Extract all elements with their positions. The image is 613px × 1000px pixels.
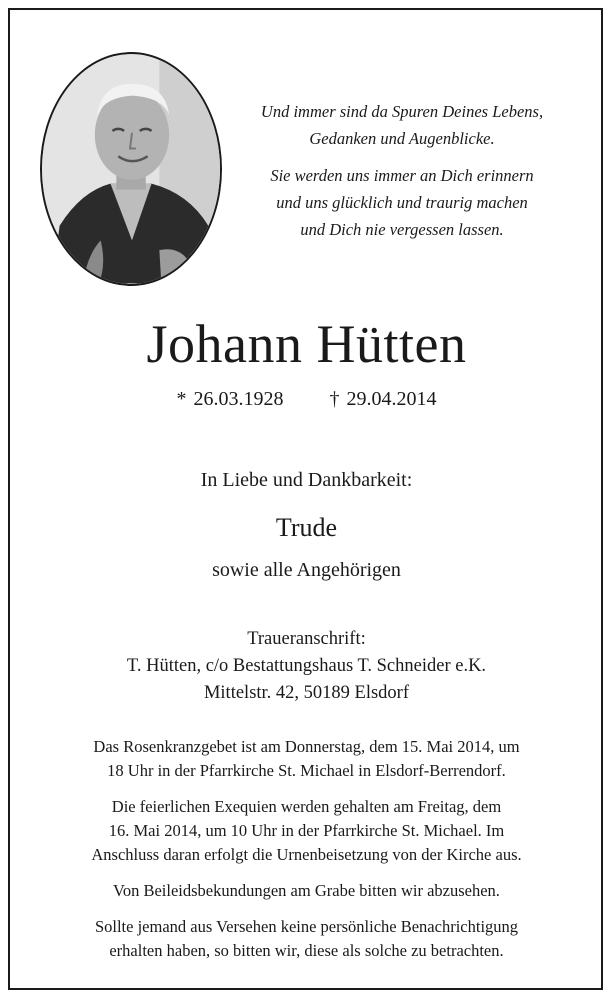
note-line: 16. Mai 2014, um 10 Uhr in der Pfarrkirche St. Michael. Im [108, 821, 505, 840]
address-line: Mittelstr. 42, 50189 Elsdorf [203, 683, 410, 703]
birth-date: * 26.03.1928 [176, 388, 284, 410]
portrait-image [42, 54, 220, 284]
condolence-note [0, 879, 613, 903]
deceased-name: Johann Hütten [146, 314, 467, 374]
poem-line: und Dich nie vergessen lassen. [300, 220, 504, 239]
portrait-photo [40, 52, 222, 286]
note-line: Sollte jemand aus Versehen keine persönliche Benachrichtigung [94, 917, 519, 936]
address-line: T. Hütten, c/o Bestattungshaus T. Schneider e.K. [126, 656, 487, 676]
poem-line: Gedanken und Augenblicke. [309, 129, 495, 148]
life-dates [0, 385, 613, 413]
note-line: erhalten haben, so bitten wir, diese als solche zu betrachten. [109, 941, 504, 960]
poem-line: Und immer sind da Spuren Deines Lebens, [260, 102, 544, 121]
poem-stanza-2 [222, 162, 582, 243]
note-line: 18 Uhr in der Pfarrkirche St. Michael in Elsdorf-Berrendorf. [107, 761, 506, 780]
poem-stanza-1 [222, 98, 582, 152]
rosary-note [0, 735, 613, 783]
poem-line: und uns glücklich und traurig machen [276, 193, 528, 212]
note-line: Von Beileidsbekundungen am Grabe bitten wir abzusehen. [113, 881, 500, 900]
note-line: Anschluss daran erfolgt die Urnenbeisetzung von der Kirche aus. [91, 845, 522, 864]
address-label: Traueranschrift: [247, 629, 366, 649]
poem [222, 98, 582, 253]
note-line: Die feierlichen Exequien werden gehalten am Freitag, dem [111, 797, 502, 816]
mourners-rest: sowie alle Angehörigen [212, 559, 401, 581]
mourning-address [0, 626, 613, 707]
exequies-note [0, 795, 613, 867]
notification-note [0, 915, 613, 963]
death-date: † 29.04.2014 [329, 388, 437, 410]
mourner-name: Trude [275, 513, 338, 542]
poem-line: Sie werden uns immer an Dich erinnern [270, 166, 534, 185]
note-line: Das Rosenkranzgebet ist am Donnerstag, dem 15. Mai 2014, um [93, 737, 520, 756]
dedication: In Liebe und Dankbarkeit: [200, 469, 413, 491]
service-notes [0, 735, 613, 975]
